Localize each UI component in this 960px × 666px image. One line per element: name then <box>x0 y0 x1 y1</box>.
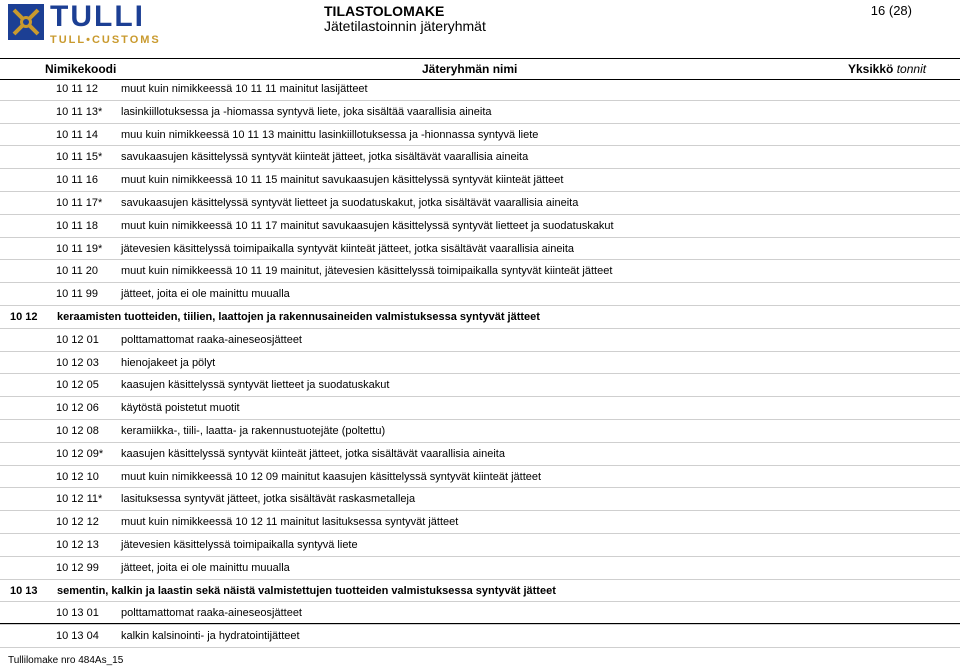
form-title: TILASTOLOMAKE <box>324 3 445 19</box>
row-code: 10 12 12 <box>56 516 99 529</box>
table-row <box>0 374 960 397</box>
table-row <box>0 124 960 147</box>
table-row <box>0 602 960 625</box>
row-name: polttamattomat raaka-aineseosjätteet <box>121 607 302 620</box>
row-name: lasituksessa syntyvät jätteet, jotka sisältävät raskasmetalleja <box>121 493 416 506</box>
row-name: keramiikka-, tiili-, laatta- ja rakennustuotejäte (poltettu) <box>121 424 386 437</box>
row-code: 10 12 10 <box>56 470 99 483</box>
table-row <box>0 625 960 648</box>
row-name: keraamisten tuotteiden, tiilien, laattojen ja rakennusaineiden valmistuksessa syntyvät jätteet <box>57 310 540 323</box>
row-code: 10 12 05 <box>56 379 99 392</box>
row-code: 10 11 17* <box>56 196 103 209</box>
row-name: jätteet, joita ei ole mainittu muualla <box>121 288 290 301</box>
logo-subtitle: TULL•CUSTOMS <box>50 34 161 46</box>
form-subtitle: Jätetilastoinnin jäteryhmät <box>324 18 486 34</box>
row-code: 10 13 01 <box>56 607 99 620</box>
row-code: 10 11 99 <box>56 288 99 301</box>
table-row <box>0 511 960 534</box>
table-row <box>0 283 960 306</box>
row-name: hienojakeet ja pölyt <box>121 356 216 369</box>
page-number: 16 (28) <box>870 3 912 18</box>
row-name: jätteet, joita ei ole mainittu muualla <box>121 561 290 574</box>
row-name: savukaasujen käsittelyssä syntyvät kiinteät jätteet, jotka sisältävät vaarallisia aineita <box>121 151 529 164</box>
footer-divider <box>0 623 960 624</box>
unit-value: tonnit <box>896 62 927 76</box>
row-name: muut kuin nimikkeessä 10 11 19 mainitut, jätevesien käsittelyssä toimipaikalla syntyvät kiinteät jätteet <box>121 265 613 278</box>
row-code: 10 11 15* <box>56 151 103 164</box>
row-code: 10 12 13 <box>56 538 99 551</box>
row-name: polttamattomat raaka-aineseosjätteet <box>121 333 302 346</box>
table-row <box>0 215 960 238</box>
row-code: 10 12 11* <box>56 493 103 506</box>
row-name: muut kuin nimikkeessä 10 11 17 mainitut savukaasujen käsittelyssä syntyvät lietteet ja suodatuskakut <box>121 219 614 232</box>
row-code: 10 12 08 <box>56 424 99 437</box>
group-row <box>0 580 960 603</box>
table-row <box>0 534 960 557</box>
tulli-logo <box>8 2 161 46</box>
table-row <box>0 192 960 215</box>
table-row <box>0 78 960 101</box>
row-name: kalkin kalsinointi- ja hydratointijätteet <box>121 630 300 643</box>
row-code: 10 12 06 <box>56 402 99 415</box>
row-code: 10 13 <box>10 584 38 597</box>
row-name: kaasujen käsittelyssä syntyvät kiinteät jätteet, jotka sisältävät vaarallisia aineita <box>121 447 505 460</box>
table-header <box>0 58 960 80</box>
group-row <box>0 306 960 329</box>
row-name: jätevesien käsittelyssä toimipaikalla syntyvät kiinteät jätteet, jotka sisältävät vaarallisia aineita <box>121 242 575 255</box>
table-row <box>0 488 960 511</box>
row-code: 10 11 19* <box>56 242 103 255</box>
column-header-code: Nimikekoodi <box>45 62 117 76</box>
row-name: jätevesien käsittelyssä toimipaikalla syntyvä liete <box>121 538 358 551</box>
table-row <box>0 352 960 375</box>
row-code: 10 12 03 <box>56 356 99 369</box>
row-name: muu kuin nimikkeessä 10 11 13 mainittu lasinkiillotuksessa ja -hionnassa syntyvä liete <box>121 128 539 141</box>
form-number: Tullilomake nro 484As_15 <box>8 655 124 666</box>
row-name: muut kuin nimikkeessä 10 12 11 mainitut lasituksessa syntyvät jätteet <box>121 516 459 529</box>
table-row <box>0 101 960 124</box>
row-code: 10 11 16 <box>56 174 99 187</box>
row-name: muut kuin nimikkeessä 10 11 11 mainitut lasijätteet <box>121 83 368 95</box>
row-code: 10 11 14 <box>56 128 99 141</box>
row-code: 10 12 09* <box>56 447 104 460</box>
customs-emblem-icon <box>8 4 44 40</box>
table-row <box>0 557 960 580</box>
row-code: 10 11 12 <box>56 83 99 95</box>
table-row <box>0 169 960 192</box>
table-row <box>0 397 960 420</box>
table-row <box>0 420 960 443</box>
row-code: 10 13 04 <box>56 630 99 643</box>
row-name: käytöstä poistetut muotit <box>121 402 240 415</box>
row-code: 10 12 99 <box>56 561 99 574</box>
row-name: sementin, kalkin ja laastin sekä näistä valmistettujen tuotteiden valmistuksessa syntyvät jätteet <box>57 584 556 597</box>
unit-label: Yksikkö <box>848 62 894 76</box>
table-row <box>0 443 960 466</box>
table-row <box>0 329 960 352</box>
table-row <box>0 260 960 283</box>
row-code: 10 11 18 <box>56 219 99 232</box>
row-name: muut kuin nimikkeessä 10 12 09 mainitut kaasujen käsittelyssä syntyvät kiinteät jätteet <box>121 470 542 483</box>
row-code: 10 12 01 <box>56 333 99 346</box>
column-header-unit <box>848 62 926 76</box>
row-code: 10 11 13* <box>56 105 103 118</box>
logo-wordmark: TULLI <box>50 0 145 33</box>
table-row <box>0 238 960 261</box>
row-name: savukaasujen käsittelyssä syntyvät lietteet ja suodatuskakut, jotka sisältävät vaarallisia aineita <box>121 196 579 209</box>
row-name: kaasujen käsittelyssä syntyvät lietteet ja suodatuskakut <box>121 379 390 392</box>
table-row <box>0 466 960 489</box>
table-row <box>0 146 960 169</box>
waste-group-table <box>0 78 960 648</box>
column-header-name: Jäteryhmän nimi <box>422 62 518 76</box>
row-name: muut kuin nimikkeessä 10 11 15 mainitut savukaasujen käsittelyssä syntyvät kiinteät jätteet <box>121 174 564 187</box>
row-code: 10 11 20 <box>56 265 99 278</box>
row-code: 10 12 <box>10 310 38 323</box>
row-name: lasinkiillotuksessa ja -hiomassa syntyvä liete, joka sisältää vaarallisia aineita <box>121 105 492 118</box>
